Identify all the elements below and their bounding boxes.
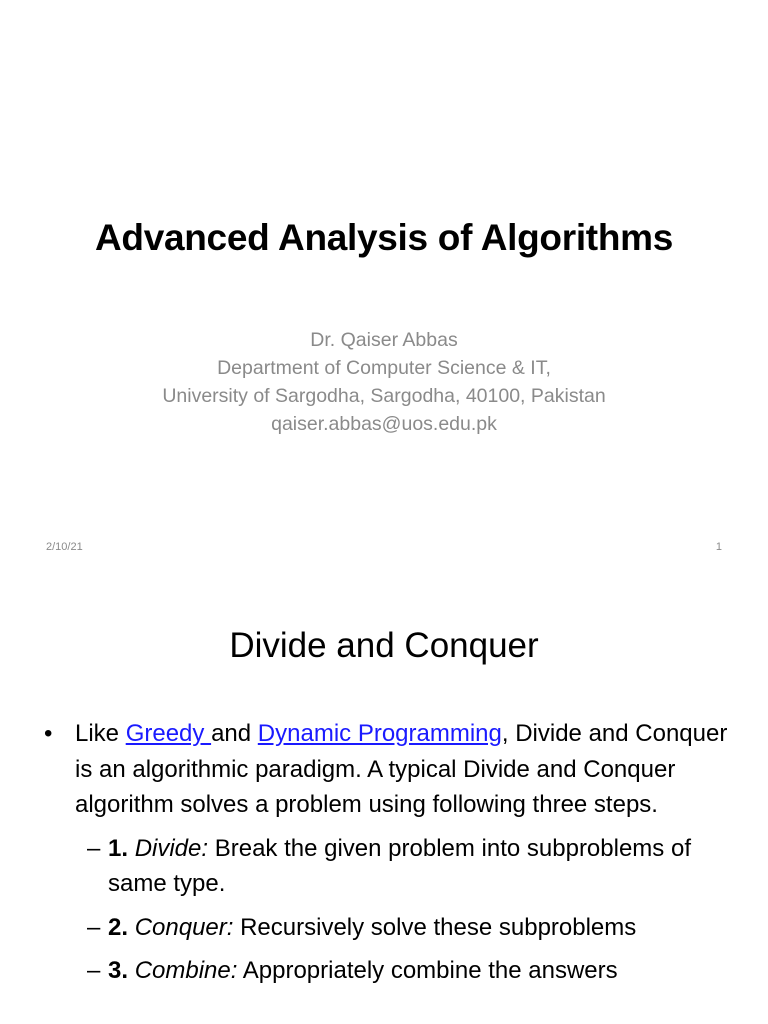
author-department: Department of Computer Science & IT,: [217, 357, 551, 379]
slide-number: 1: [715, 541, 722, 553]
bullet-middle: and: [211, 720, 258, 747]
dynamic-programming-link[interactable]: Dynamic Programming: [257, 720, 502, 747]
author-email: qaiser.abbas@uos.edu.pk: [271, 413, 497, 435]
step-text: Appropriately combine the answers: [242, 957, 618, 984]
step-term: Combine:: [134, 957, 238, 984]
step-number: 2.: [108, 913, 129, 941]
dash-mark: –: [87, 957, 101, 984]
bullet-item: [40, 716, 740, 823]
dash-mark: –: [87, 913, 101, 941]
step-term: Divide:: [134, 834, 209, 862]
bullet-list: [40, 716, 740, 989]
step-item-combine: [40, 953, 740, 989]
author-block: [0, 326, 768, 438]
slide-date: 2/10/21: [46, 541, 83, 553]
presentation-title: Advanced Analysis of Algorithms: [94, 217, 674, 258]
step-item-divide: [40, 831, 740, 902]
author-name: Dr. Qaiser Abbas: [310, 329, 458, 351]
slide-title: Divide and Conquer: [229, 626, 539, 665]
bullet-mark: •: [44, 720, 53, 747]
step-text: Break the given problem into subproblems of same type.: [108, 834, 691, 897]
step-term: Conquer:: [134, 913, 234, 941]
bullet-prefix: Like: [75, 720, 126, 747]
dash-mark: –: [87, 834, 101, 862]
author-university: University of Sargodha, Sargodha, 40100, Pakistan: [162, 385, 606, 407]
step-number: 3.: [108, 957, 129, 984]
greedy-link[interactable]: Greedy: [125, 720, 212, 747]
content-slide: [0, 576, 768, 1024]
step-text: Recursively solve these subproblems: [240, 913, 637, 941]
step-number: 1.: [108, 834, 129, 862]
bullet-suffix: , Divide and Conquer is an algorithmic paradigm. A typical Divide and Conquer algorithm solves a problem using following three steps.: [75, 720, 728, 818]
step-item-conquer: [40, 910, 740, 946]
